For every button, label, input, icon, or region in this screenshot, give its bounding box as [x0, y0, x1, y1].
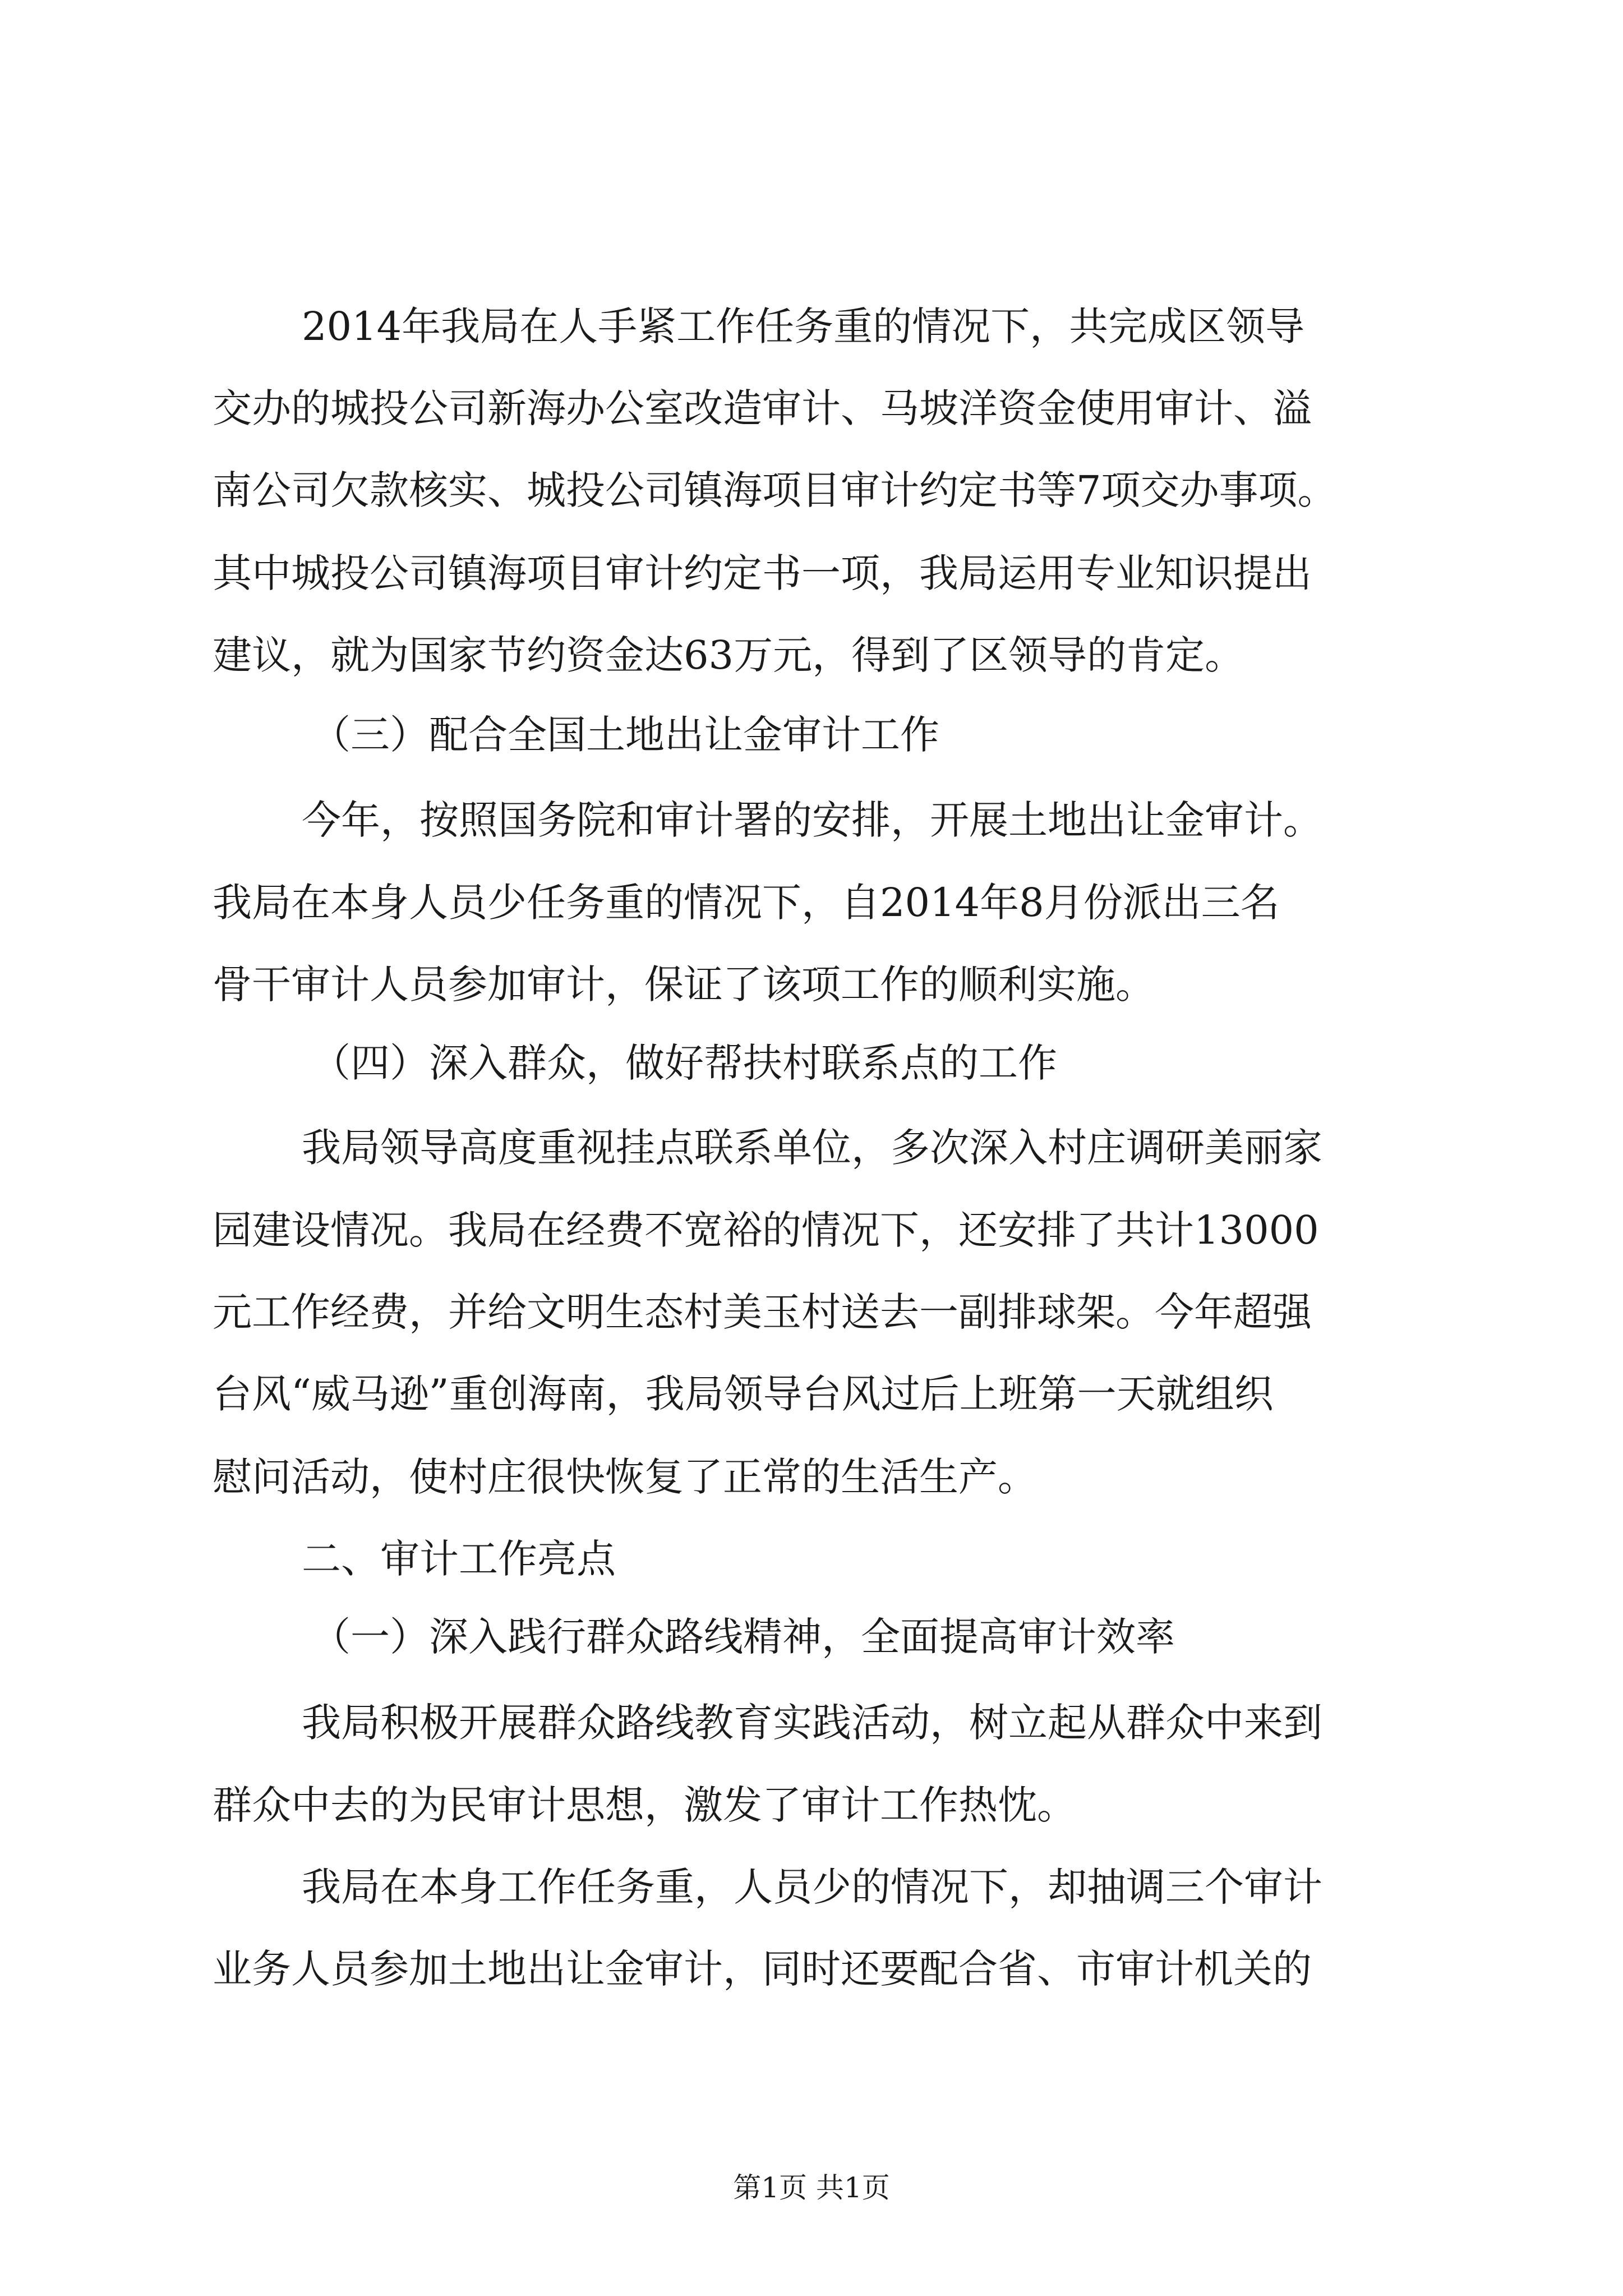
text-line-11: 我局领导高度重视挂点联系单位，多次深入村庄调研美丽家 — [302, 1125, 1322, 1171]
text-line-9: 骨干审计人员参加审计，保证了该项工作的顺利实施。 — [213, 961, 1155, 1007]
text-line-2: 交办的城投公司新海办公室改造审计、马坡洋资金使用审计、溢 — [213, 385, 1312, 431]
text-line-3: 南公司欠款核实、城投公司镇海项目审计约定书等7项交办事项。 — [213, 467, 1337, 513]
text-line-12: 园建设情况。我局在经费不宽裕的情况下，还安排了共计13000 — [213, 1207, 1319, 1253]
text-line-20: 我局在本身工作任务重，人员少的情况下，却抽调三个审计 — [302, 1864, 1322, 1910]
text-line-4: 其中城投公司镇海项目审计约定书一项，我局运用专业知识提出 — [213, 550, 1312, 596]
section-heading-3: （三）配合全国土地出让金审计工作 — [311, 712, 939, 758]
text-line-19: 群众中去的为民审计思想，激发了审计工作热忱。 — [213, 1782, 1076, 1828]
text-line-1: 2014年我局在人手紧工作任务重的情况下，共完成区领导 — [302, 303, 1305, 349]
section-heading-1: （一）深入践行群众路线精神，全面提高审计效率 — [311, 1614, 1175, 1660]
text-line-7: 今年，按照国务院和审计署的安排，开展土地出让金审计。 — [302, 797, 1322, 843]
section-heading-4: （四）深入群众，做好帮扶村联系点的工作 — [311, 1040, 1057, 1086]
text-line-14: 台风“威马逊”重创海南，我局领导台风过后上班第一天就组织 — [213, 1371, 1274, 1417]
page-footer: 第1页 共1页 — [733, 2171, 890, 2204]
chapter-heading-2: 二、审计工作亮点 — [302, 1536, 616, 1582]
text-line-5: 建议，就为国家节约资金达63万元，得到了区领导的肯定。 — [213, 632, 1244, 678]
text-line-21: 业务人员参加土地出让金审计，同时还要配合省、市审计机关的 — [213, 1946, 1312, 1992]
text-line-8: 我局在本身人员少任务重的情况下，自2014年8月份派出三名 — [213, 880, 1280, 926]
text-line-18: 我局积极开展群众路线教育实践活动，树立起从群众中来到 — [302, 1700, 1322, 1746]
text-line-15: 慰问活动，使村庄很快恢复了正常的生活生产。 — [213, 1454, 1037, 1500]
text-line-13: 元工作经费，并给文明生态村美玉村送去一副排球架。今年超强 — [213, 1289, 1312, 1335]
